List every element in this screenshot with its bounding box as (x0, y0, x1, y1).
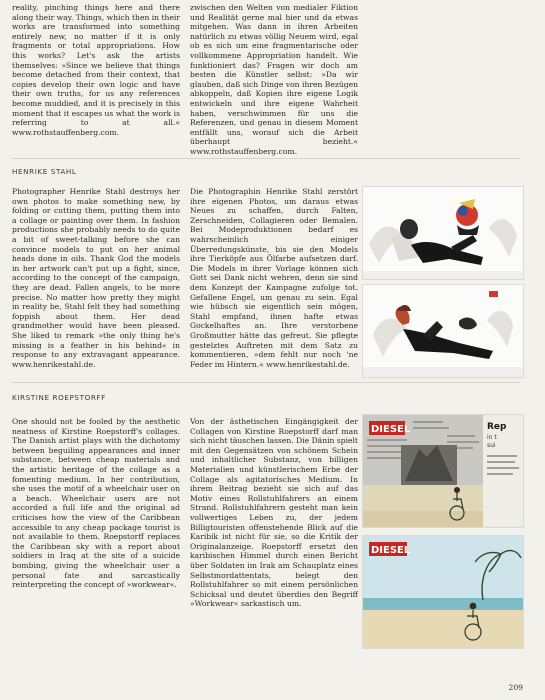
intro-english-text: reality, pinching things here and there along their way. Things, which then in their works are transformed into something entirely new, no matter if it is only fragments or total appropriations. How this works? Let's ask the artists themselves: »Since we believe that things become detached from their context, that copies develop their own logic and have their own truths, for us any references become muddied, and it is precisely in this moment that it escapes us what the work is referring to at all.« www.rothstauffenberg.com. (12, 3, 180, 137)
roepstorff-collage-bottom (362, 535, 524, 649)
roepstorff-section-title: KIRSTINE ROEPSTORFF (12, 393, 106, 402)
stahl-english-text: Photographer Henrike Stahl destroys her own photos to make something new, by folding or cutting them, putting them into a collage or painting over them. In fashion productions she probably needs to do quite a bit of sweet-talking before she can convince models to put on her animal heads done in oils. Thank God the models in her artwork can't put up a fight, since, according to the concept of the campaign, they are dead. Fallen angels, to be more precise. No matter how pretty they might in reality be, Stahl felt they had something foppish about them. Her dead grandmother would have been pleased. She liked to remark »the only thing he's missing is a feather in his behind« in response to any extravagant appearance. www.henrikestahl.de. (12, 187, 180, 369)
stahl-section-title: HENRIKE STAHL (12, 167, 77, 176)
page-number: 209 (508, 683, 523, 692)
roepstorff-german-text: Von der ästhetischen Eingängigkeit der Collagen von Kirstine Roepstorff darf man sich nicht täuschen lassen. Die Dänin spielt mit den Gegensätzen von schönem Schein und inhaltlicher Substanz, von billigen Materialien und künstlerischem Erbe der Collage als agitatorisches Medium. In ihrem Beitrag bezieht sie sich auf das Motiv eines Rollstuhlfahrers an einem Strand. Rollstuhlfahrern gesteht man kein vollwertiges Leben zu, der jedem Billigtouristen offenstehende Blick auf die Karibik ist nicht für sie, so die Kritik der Originalanzeige. Roepstorff ersetzt den karibischen Himmel durch einen Bericht über Soldaten im Irak am Schauplatz eines Selbstmordattentats, belegt den Rollstuhlfahrer so mit einem persönlichen Schicksal und deutet überdies den Begriff »Workwear« sarkastisch um. (190, 417, 358, 609)
intro-german-text: zwischen den Welten von medialer Fiktion und Realität gerne mal hier und da etwas mitgehen. Was dann in ihren Arbeiten natürlich zu etwas völlig Neuem wird, egal ob es sich um eine fragmentarische oder vollkommene Appropriation handelt. Wie funktioniert das? Fragen wir doch am besten die Künstler selbst: »Da wir glauben, daß sich Dinge von ihren Bezügen abkoppeln, daß Kopien ihre eigene Logik entwickeln und ihre eigene Wahrheit haben, verschwimmen für uns die Referenzen, und genau in diesem Moment entfällt uns, worauf sich die Arbeit überhaupt bezieht.« www.rothstauffenberg.com. (190, 3, 358, 156)
stahl-german-text: Die Photographin Henrike Stahl zerstört ihre eigenen Photos, um daraus etwas Neues zu schaffen, durch Falten, Zerschneiden, Collagieren oder Bemalen. Bei Modeproduktionen bedarf es wahrscheinlich einiger Überredungskünste, bis sie den Models ihre Tierköpfe aus Ölfarbe aufsetzen darf. Die Models in ihrer Vorlage können sich Gott sei Dank nicht wehren, denn sie sind dem Konzept der Kampagne zufolge tot. Gefallene Engel, um genau zu sein. Egal wie hübsch sie eigentlich sein mögen, Stahl empfand, ihnen hafte etwas Gockelhaftes an. Ihre verstorbene Großmutter hätte das gefreut. Sie pflegte gestelztes Auftreten mit dem Satz zu kommentieren, »dem fehlt nur noch 'ne Feder im Hintern.« www.henrikestahl.de. (190, 187, 358, 369)
section-divider-1 (12, 158, 520, 159)
collage-line-2: sui (487, 442, 496, 449)
stahl-artwork-bottom (362, 284, 524, 378)
roepstorff-collage-top (362, 414, 524, 528)
collage-headline: Rep (487, 422, 507, 432)
section-divider-2 (12, 382, 520, 383)
diesel-logo-top: DIESEL (371, 424, 411, 435)
roepstorff-english-text: One should not be fooled by the aesthetic neatness of Kirstine Roepstorff's collages. The Danish artist plays with the dichotomy between beguiling appearances and inner substance, between cheap materials and the artistic heritage of the collage as a fomenting medium. In her contribution, she uses the motif of a wheelchair user on a beach. Wheelchair users are not accorded a full life and the original ad criticises how the view of the Caribbean accessible to any cheap package tourist is not available to them. Roepstorff replaces the Caribbean sky with a report about soldiers in Iraq at the site of a suicide bombing, giving the wheelchair user a personal fate and sarcastically reinterpreting the concept of »workwear«. (12, 417, 180, 590)
diesel-logo-bottom: DIESEL (371, 545, 411, 556)
collage-line-1: in t (487, 434, 497, 441)
stahl-artwork-top (362, 186, 524, 280)
